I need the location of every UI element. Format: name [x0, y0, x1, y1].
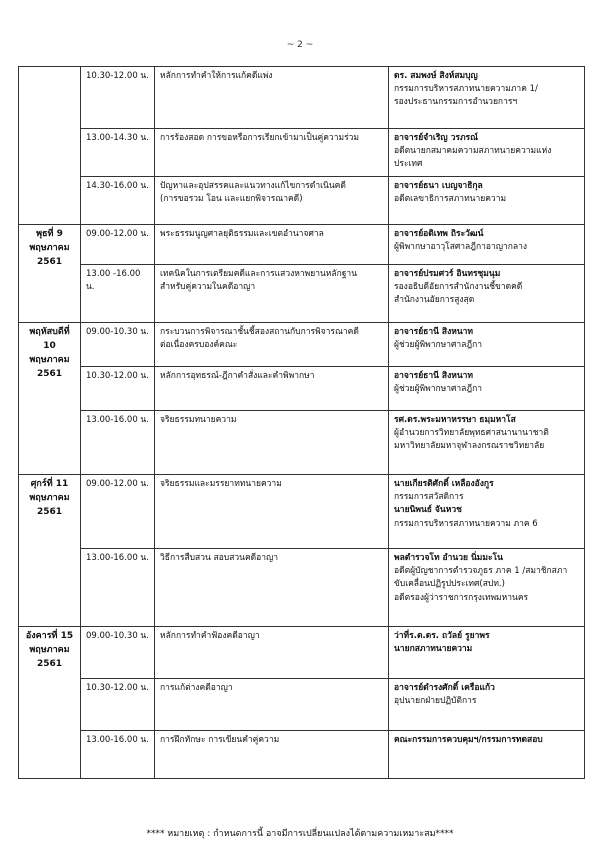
table-row	[19, 679, 585, 731]
time-cell: 13.00-14.30 น.	[81, 129, 155, 177]
table-row	[19, 549, 585, 627]
day-cell: ศุกร์ที่ 11 พฤษภาคม 2561	[19, 475, 81, 627]
topic-cell: การร้องสอด การขอหรือการเรียกเข้ามาเป็นคู่ความร่วม	[155, 129, 389, 177]
lecturer-name: อาจารย์ธนา เบญจาธิกุล	[394, 181, 483, 191]
time-cell: 09.00-10.30 น.	[81, 627, 155, 679]
table-row	[19, 731, 585, 779]
lecturer-name: คณะกรรมการควบคุมฯ/กรรมการทดสอบ	[394, 735, 543, 745]
topic-cell: การฝึกทักษะ การเขียนคำคู่ความ	[155, 731, 389, 779]
footer-note: **** หมายเหตุ : กำหนดการนี้ อาจมีการเปลี่ยนแปลงได้ตามความเหมาะสม****	[146, 829, 454, 839]
lecturer-cell: อาจารย์ปรมศวร์ อินทรชุมนุม รองอธิบดีอัยการสำนักงานชี้ขาดคดี สำนักงานอัยการสูงสุด	[389, 265, 585, 323]
lecturer-cell: นายเกียรติศักดิ์ เหลืองอังกูร กรรมการสวัสดิการ นายนิพนธ์ จันหวช กรรมการบริหารสภาทนายความ ภาค 6	[389, 475, 585, 549]
time-cell: 14.30-16.00 น.	[81, 177, 155, 225]
schedule-table	[18, 66, 585, 779]
lecturer-cell	[389, 627, 585, 679]
table-row	[19, 129, 585, 177]
table-row	[19, 323, 585, 367]
lecturer-name-2: นายนิพนธ์ จันหวช	[394, 505, 462, 516]
lecturer-cell: ดร. สมพงษ์ สิงห์สมบุญ กรรมการบริหารสภาทนายความภาค 1/ รองประธานกรรมการอำนวยการฯ	[389, 67, 585, 129]
lecturer-cell: รศ.ดร.พระมหาหรรษา ธมฺมหาโส ผู้อำนวยการวิทยาลัยพุทธศาสนานานาชาติ มหาวิทยาลัยมหาจุฬาลงกรณราชวิทยาลัย	[389, 411, 585, 475]
time-cell: 10.30-12.00 น.	[81, 67, 155, 129]
lecturer-cell: อาจารย์ธานี สิงหนาท ผู้ช่วยผู้พิพากษาศาลฎีกา	[389, 323, 585, 367]
topic-cell: เทคนิคในการเตรียมคดีและการแสวงหาพยานหลักฐาน สำหรับคู่ความในคดีอาญา	[155, 265, 389, 323]
lecturer-cell: อาจารย์ดำรงศักดิ์ เครือแก้ว อุปนายกฝ่ายปฏิบัติการ	[389, 679, 585, 731]
table-row	[19, 411, 585, 475]
time-cell: 09.00-10.30 น.	[81, 323, 155, 367]
lecturer-name: อาจารย์ธานี สิงหนาท	[394, 327, 474, 337]
table-row	[19, 627, 585, 679]
table-row	[19, 367, 585, 411]
lecturer-cell: อาจารย์ธานี สิงหนาท ผู้ช่วยผู้พิพากษาศาลฎีกา	[389, 367, 585, 411]
lecturer-cell: อาจารย์อดิเทพ ถิระวัฒน์ ผู้พิพากษาอาวุโสศาลฎีกาอาญากลาง	[389, 225, 585, 265]
day-cell	[19, 67, 81, 225]
topic-cell: วิธีการสืบสวน สอบสวนคดีอาญา	[155, 549, 389, 627]
table-row	[19, 67, 585, 129]
lecturer-cell: พลตำรวจโท อำนวย นิ่มมะโน อดีตผู้บัญชาการตำรวจภูธร ภาค 1 /สมาชิกสภา ขับเคลื่อนปฏิรูปประเทศ(สปท.) อดีตรองผู้ว่าราชการกรุงเทพมหานคร	[389, 549, 585, 627]
table-row	[19, 265, 585, 323]
lecturer-name: อาจารย์อดิเทพ ถิระวัฒน์	[394, 229, 484, 239]
time-cell: 13.00 -16.00 น.	[81, 265, 155, 323]
time-cell: 13.00-16.00 น.	[81, 549, 155, 627]
lecturer-name: พลตำรวจโท อำนวย นิ่มมะโน	[394, 553, 503, 563]
topic-cell: จริยธรรมและมรรยาททนายความ	[155, 475, 389, 549]
lecturer-name: ดร. สมพงษ์ สิงห์สมบุญ	[394, 71, 478, 81]
topic-cell: หลักการทำคำให้การแก้คดีแพ่ง	[155, 67, 389, 129]
lecturer-name: อาจารย์ธานี สิงหนาท	[394, 371, 474, 381]
topic-cell: พระธรรมนูญศาลยุติธรรมและเขตอำนาจศาล	[155, 225, 389, 265]
lecturer-name: อาจารย์จำเริญ วรภรณ์	[394, 133, 478, 143]
time-cell: 13.00-16.00 น.	[81, 731, 155, 779]
table-row	[19, 475, 585, 549]
lecturer-name: ว่าที่ร.ต.ดร. ถวัลย์ รูยาพร	[394, 631, 490, 641]
lecturer-cell: อาจารย์จำเริญ วรภรณ์ อดีตนายกสมาคมความสภาทนายความแห่งประเทศ	[389, 129, 585, 177]
topic-cell: หลักการทำคำฟ้องคดีอาญา	[155, 627, 389, 679]
day-cell: อังคารที่ 15 พฤษภาคม 2561	[19, 627, 81, 779]
day-cell: พุธที่ 9 พฤษภาคม 2561	[19, 225, 81, 323]
table-row	[19, 177, 585, 225]
topic-cell: ปัญหาและอุปสรรคและแนวทางแก้ไขการดำเนินคดี (การขอรวม โอน และแยกพิจารณาคดี)	[155, 177, 389, 225]
day-cell: พฤหัสบดีที่ 10 พฤษภาคม 2561	[19, 323, 81, 475]
time-cell: 10.30-12.00 น.	[81, 679, 155, 731]
lecturer-name: รศ.ดร.พระมหาหรรษา ธมฺมหาโส	[394, 415, 516, 425]
topic-cell: กระบวนการพิจารณาชั้นชี้สองสถานกับการพิจารณาคดี ต่อเนื่องครบองค์คณะ	[155, 323, 389, 367]
lecturer-name: อาจารย์ปรมศวร์ อินทรชุมนุม	[394, 269, 501, 279]
lecturer-title: นายกสภาทนายความ	[394, 644, 473, 655]
topic-cell: การแก้ต่างคดีอาญา	[155, 679, 389, 731]
topic-cell: จริยธรรมทนายความ	[155, 411, 389, 475]
lecturer-name: อาจารย์ดำรงศักดิ์ เครือแก้ว	[394, 683, 495, 693]
time-cell: 09.00-12.00 น.	[81, 475, 155, 549]
time-cell: 09.00-12.00 น.	[81, 225, 155, 265]
lecturer-cell: อาจารย์ธนา เบญจาธิกุล อดีตเลขาธิการสภาทนายความ	[389, 177, 585, 225]
topic-cell: หลักการอุทธรณ์-ฎีกาคำสั่งและคำพิพากษา	[155, 367, 389, 411]
lecturer-cell	[389, 731, 585, 779]
time-cell: 13.00-16.00 น.	[81, 411, 155, 475]
lecturer-name: นายเกียรติศักดิ์ เหลืองอังกูร	[394, 479, 494, 489]
page-number: ~ 2 ~	[286, 40, 314, 50]
table-row	[19, 225, 585, 265]
time-cell: 10.30-12.00 น.	[81, 367, 155, 411]
